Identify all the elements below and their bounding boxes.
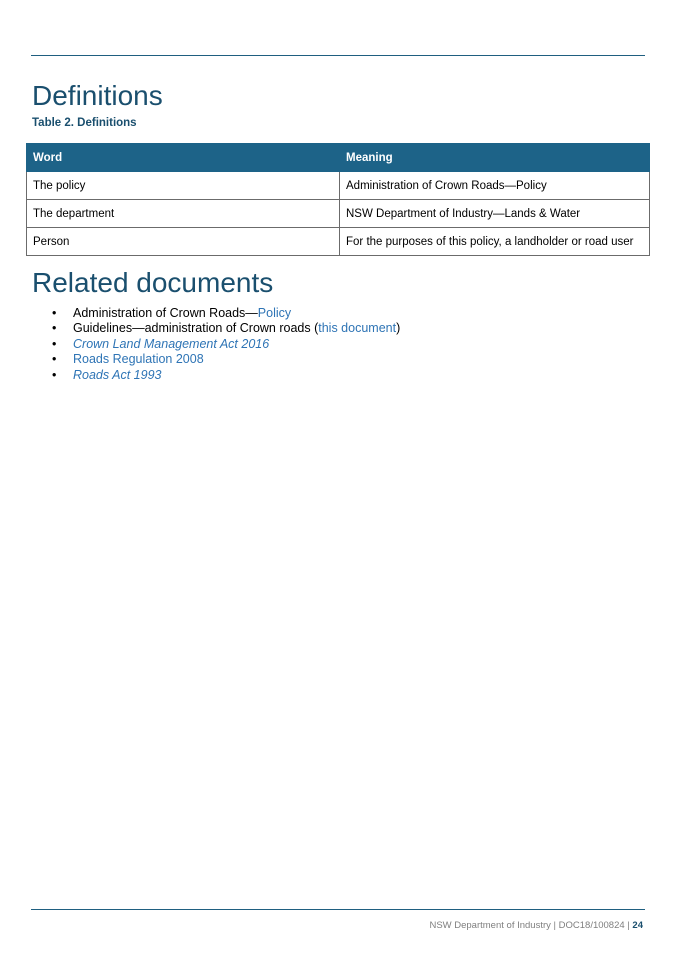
- header-rule: [31, 55, 645, 56]
- this-document-link[interactable]: this document: [318, 321, 397, 336]
- list-item: [50, 306, 400, 321]
- bullet-icon: •: [52, 321, 57, 336]
- table-cell-meaning: Administration of Crown Roads—Policy: [340, 172, 650, 200]
- item-text: Administration of Crown Roads—: [73, 306, 258, 320]
- table-cell-meaning: For the purposes of this policy, a landholder or road user: [340, 228, 650, 256]
- definitions-heading: Definitions: [32, 80, 163, 111]
- related-documents-heading: Related documents: [32, 267, 274, 298]
- bullet-icon: •: [52, 336, 57, 351]
- definitions-table: [26, 143, 650, 256]
- table-row: [27, 172, 650, 200]
- policy-link[interactable]: Policy: [257, 306, 292, 320]
- bullet-icon: •: [52, 306, 57, 320]
- footer-separator: |: [553, 920, 556, 931]
- footer-rule: [31, 909, 645, 910]
- column-header-word: Word: [27, 144, 340, 172]
- bullet-icon: •: [52, 352, 57, 367]
- list-item: [50, 352, 400, 367]
- table-cell-word: Person: [27, 228, 340, 256]
- table-cell-word: The department: [27, 200, 340, 228]
- item-text: Guidelines—administration of Crown roads (: [73, 321, 319, 336]
- table-cell-meaning: NSW Department of Industry—Lands & Water: [340, 200, 650, 228]
- item-text-suffix: ): [396, 321, 401, 336]
- roads-regulation-link[interactable]: Roads Regulation 2008: [73, 352, 204, 367]
- footer-doc-id: DOC18/100824: [558, 920, 625, 931]
- table-header-row: [27, 144, 650, 172]
- table-caption: Table 2. Definitions: [32, 117, 137, 129]
- list-item: [50, 321, 400, 336]
- footer-org: NSW Department of Industry: [429, 920, 551, 931]
- page-footer: [429, 920, 643, 931]
- table-row: [27, 200, 650, 228]
- table-cell-word: The policy: [27, 172, 340, 200]
- page-number: 24: [632, 920, 643, 931]
- crown-land-management-act-link[interactable]: Crown Land Management Act 2016: [73, 336, 270, 351]
- list-item: [50, 368, 400, 383]
- bullet-icon: •: [52, 367, 57, 382]
- column-header-meaning: Meaning: [340, 144, 650, 172]
- footer-separator: |: [627, 920, 630, 931]
- roads-act-link[interactable]: Roads Act 1993: [73, 367, 162, 382]
- list-item: [50, 337, 400, 352]
- related-documents-list: [50, 306, 400, 383]
- table-row: [27, 228, 650, 256]
